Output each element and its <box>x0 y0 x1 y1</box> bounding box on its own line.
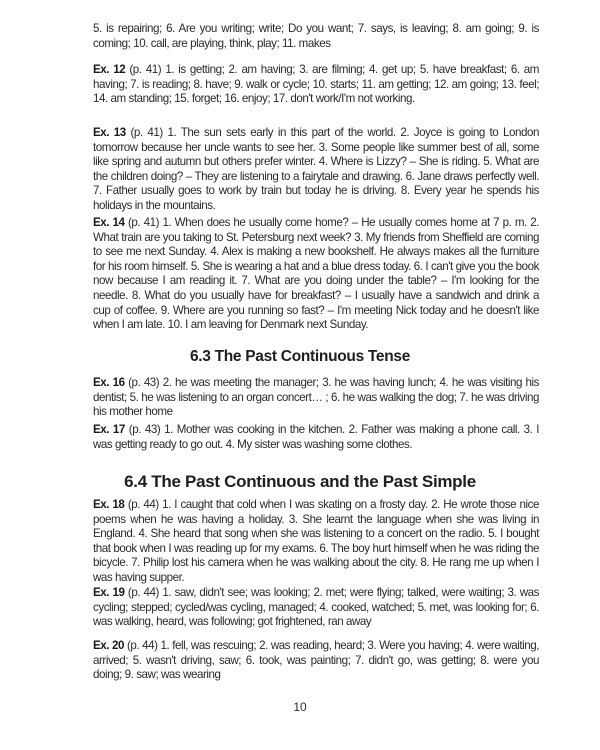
exercise-ref: (p. 44) <box>127 586 159 599</box>
exercise-19 <box>93 586 539 630</box>
exercise-text: 1. saw, didn't see; was looking; 2. met; were flying; talked, were waiting; 3. was cycling; stepped; cycled/was cycling, managed; 4. cooked, watched; 5. met, was looking for; 6. was walking, heard, was following; got frightened, ran away <box>93 586 539 629</box>
exercise-label: Ex. 14 <box>93 216 125 229</box>
exercise-17 <box>93 423 539 452</box>
exercise-text: 1. When does he usually come home? – He usually comes home at 7 p. m. 2. What train are you taking to St. Petersburg next week? 3. My friends from Sheffield are coming to see me next Sunday. 4. Alex is making a new bookshelf. He always makes all the furniture for his room himself. 5. She is wearing a hat and a blue dress today. 6. I can't give you the book now because I am reading it. 7. What are you doing under the table? – I'm looking for the needle. 8. What do you usually have for breakfast? – I usually have a sandwich and drink a cup of coffee. 9. Where are you running so fast? – I'm meeting Nick today and he doesn't like when I am late. 10. I am leaving for Denmark next Sunday. <box>93 216 540 332</box>
page-number: 10 <box>293 700 307 714</box>
exercise-ref: (p. 44) <box>127 498 159 511</box>
exercise-text: 1. is getting; 2. am having; 3. are filming; 4. get up; 5. have breakfast; 6. am having; 7. is reading; 8. have; 9. walk or cycle; 10. starts; 11. am getting; 12. am going; 13. feel; 14. am standing; 15. forget; 16. enjoy; 17. don't work/I'm not working. <box>93 63 539 106</box>
exercise-12 <box>93 63 539 107</box>
exercise-label: Ex. 19 <box>93 586 125 599</box>
exercise-label: Ex. 12 <box>93 63 126 76</box>
exercise-text: 1. fell, was rescuing; 2. was reading, heard; 3. Were you having; 4. were waiting, arrived; 5. wasn't driving, saw; 6. took, was painting; 7. didn't go, was getting; 8. were you doing; 9. saw; was wearing <box>93 639 539 682</box>
exercise-ref: (p. 43) <box>128 423 161 436</box>
exercise-ref: (p. 44) <box>126 639 158 652</box>
exercise-20 <box>93 639 539 683</box>
exercise-label: Ex. 13 <box>93 126 126 139</box>
exercise-text: 2. he was meeting the manager; 3. he was having lunch; 4. he was visiting his dentist; 5. he was listening to an organ concert… ; 6. he was walking the dog; 7. he was driving his mother home <box>93 376 539 419</box>
exercise-text: 1. Mother was cooking in the kitchen. 2. Father was making a phone call. 3. I was getting ready to go out. 4. My sister was washing some clothes. <box>93 423 539 451</box>
exercise-16 <box>93 376 539 420</box>
section-heading-6-4: 6.4 The Past Continuous and the Past Simple <box>124 472 476 491</box>
section-heading-6-3: 6.3 The Past Continuous Tense <box>189 348 411 365</box>
exercise-13 <box>93 126 539 214</box>
exercise-label: Ex. 16 <box>93 376 125 389</box>
exercise-label: Ex. 17 <box>93 423 125 436</box>
exercise-ref: (p. 41) <box>130 126 163 139</box>
intro-answers: 5. is repairing; 6. Are you writing; write; Do you want; 7. says, is leaving; 8. am going; 9. is coming; 10. call, are playing, think, play; 11. makes <box>93 22 539 50</box>
exercise-18 <box>93 498 539 586</box>
exercise-text: 1. The sun sets early in this part of the world. 2. Joyce is going to London tomorrow because her uncle wants to see her. 3. Some people like summer best of all, some like spring and autumn but others prefer winter. 4. Where is Lizzy? – She is riding. 5. What are the children doing? – They are listening to a fairytale and drawing. 6. Jane draws perfectly well. 7. Father usually goes to work by train but today he is driving. 8. Every year he spends his holidays in the mountains. <box>93 126 539 212</box>
exercise-14 <box>93 216 539 333</box>
exercise-label: Ex. 18 <box>93 498 125 511</box>
exercise-text: 1. I caught that cold when I was skating on a frosty day. 2. He wrote those nice poems when he was having a holiday. 3. She learnt the language when she was living in England. 4. She heard that song when she was listening to a concert on the radio. 5. I bought that book when I was reading up for my exams. 6. The boy hurt himself when he was riding the bicycle. 7. Philip lost his camera when he was walking about the city. 8. He rang me up when I was having supper. <box>93 498 539 584</box>
exercise-ref: (p. 41) <box>127 216 159 229</box>
exercise-ref: (p. 41) <box>129 63 162 76</box>
exercise-ref: (p. 43) <box>128 376 160 389</box>
exercise-label: Ex. 20 <box>93 639 125 652</box>
